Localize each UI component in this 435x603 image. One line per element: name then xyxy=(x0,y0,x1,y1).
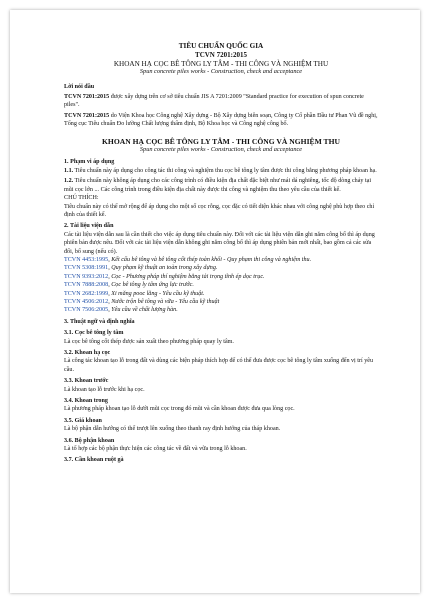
reference-code[interactable]: TCVN 4506:2012 xyxy=(64,298,109,305)
reference-code[interactable]: TCVN 5308:1991 xyxy=(64,265,109,272)
term-3-2-heading: 3.2. Khoan hạ cọc xyxy=(64,350,111,356)
reference-code[interactable]: TCVN 7888:2008 xyxy=(64,282,109,289)
document-page xyxy=(10,10,420,593)
term-3-5-text: Là bộ phận dẫn hướng có thể trượt lên xuống theo thanh ray định hướng của tháp khoan. xyxy=(64,426,281,433)
reference-code[interactable]: TCVN 4453:1995 xyxy=(64,256,109,263)
document-content xyxy=(64,42,378,465)
term-3-3-text: Là khoan tạo lỗ trước khi hạ cọc. xyxy=(64,386,145,393)
section-2-text: Các tài liệu viện dẫn sau là cần thiết cho việc áp dụng tiêu chuẩn này. Đối với các tài liệu viện dẫn ghi năm công bố thì áp dụng phiên bản được nêu. Đối với các tài liệu viện dẫn không ghi năm công bố thì áp dụng phiên bản mới nhất, bao gồm cả các sửa đổi, bổ sung (nếu có). xyxy=(64,231,375,255)
clause-1-2-number: 1.2. xyxy=(64,178,74,185)
preface-text-2: do Viện Khoa học Công nghệ Xây dựng - Bộ Xây dựng biên soạn, Công ty Cổ phần Đầu tư Phan Vũ đề nghị, Tổng cục Tiêu chuẩn Đo lường Chất lượng thẩm định, Bộ Khoa học và Công nghệ công bố. xyxy=(64,112,378,128)
reference-item: TCVN 4506:2012, Nước trộn bê tông và vữa - Yêu cầu kỹ thuật xyxy=(64,298,220,305)
section-3-heading: 3. Thuật ngữ và định nghĩa xyxy=(64,318,135,325)
term-3-1-heading: 3.1. Cọc bê tông ly tâm xyxy=(64,330,124,337)
reference-title: Cọc - Phương pháp thí nghiệm bằng tải trọng tĩnh ép dọc trục. xyxy=(111,273,265,280)
reference-item: TCVN 2682:1999, Xi măng pooc lăng - Yêu cầu kỹ thuật. xyxy=(64,290,205,297)
term-3-6-text: Là tổ hợp các bộ phận thực hiện các công tác về đất và vữa trong lỗ khoan. xyxy=(64,446,247,453)
reference-item: TCVN 7506:2005, Yêu cầu về chất lượng hàn. xyxy=(64,307,178,314)
main-subtitle: Spun concrete piles works - Construction, check and acceptance xyxy=(139,146,303,154)
term-3-5-heading: 3.5. Giá khoan xyxy=(64,417,102,424)
term-3-4-heading: 3.4. Khoan trong xyxy=(64,398,108,405)
reference-item: TCVN 9393:2012, Cọc - Phương pháp thí nghiệm bằng tải trọng tĩnh ép dọc trục. xyxy=(64,273,265,280)
reference-title: Kết cấu bê tông và bê tông cốt thép toàn khối - Quy phạm thi công và nghiệm thu. xyxy=(111,256,312,263)
term-3-4-text: Là phương pháp khoan tạo lỗ dưới mũi cọc trong đó mũi và cần khoan được đưa qua lòng cọc. xyxy=(64,406,295,413)
reference-title: Yêu cầu về chất lượng hàn. xyxy=(111,307,178,314)
standard-name: KHOAN HẠ CỌC BÊ TÔNG LY TÂM - THI CÔNG VÀ NGHIỆM THU xyxy=(113,59,329,68)
clause-1-1 xyxy=(64,167,378,175)
preface-text-1: được xây dựng trên cơ sở tiêu chuẩn JIS A 7201:2009 "Standard practice for execution of spun concrete piles". xyxy=(64,94,364,109)
reference-list xyxy=(64,256,378,315)
clause-1-1-number: 1.1. xyxy=(64,167,74,174)
reference-code[interactable]: TCVN 2682:1999 xyxy=(64,290,109,297)
term-3-6-heading: 3.6. Bộ phận khoan xyxy=(64,437,115,444)
reference-title: Xi măng pooc lăng - Yêu cầu kỹ thuật. xyxy=(111,290,205,297)
note-text: Tiêu chuẩn này có thể mở rộng để áp dụng cho một số cọc rỗng, cọc đặc có tiết diện khác nhau với công nghệ phù hợp theo chỉ định của thiết kế. xyxy=(64,203,375,218)
term-3-7-heading: 3.7. Cần khoan ruột gà xyxy=(64,457,124,464)
preface-code-2: TCVN 7201:2015 xyxy=(64,112,110,119)
reference-title: Quy phạm kỹ thuật an toàn trong xây dựng. xyxy=(111,265,218,272)
clause-1-2-text: Tiêu chuẩn này không áp dụng cho các công trình có điều kiện địa chất đặc biệt như mái dá nghiêng, tốc độ dòng chảy tại mũi cọc lớn ... Các công trình trong điều kiện địa chất này được thi công và nghiệm thu theo yêu cầu của thiết kế. xyxy=(64,178,372,193)
preface-paragraph-2 xyxy=(64,112,378,129)
reference-title: Nước trộn bê tông và vữa - Yêu cầu kỹ thuật xyxy=(111,298,220,305)
section-2-heading: 2. Tài liệu viện dẫn xyxy=(64,223,114,230)
preface-heading: Lời nói đầu xyxy=(64,83,95,90)
section-1-heading: 1. Phạm vi áp dụng xyxy=(64,159,115,166)
standard-subtitle: Spun concrete piles works - Construction, check and acceptance xyxy=(139,68,303,76)
clause-1-1-text: Tiêu chuẩn này áp dụng cho công tác thi công và nghiệm thu cọc bê tông ly tâm được thi công bằng phương pháp khoan hạ. xyxy=(73,167,377,174)
clause-1-2 xyxy=(64,177,378,194)
term-3-1-text: Là cọc bê tông cốt thép được sản xuất theo phương pháp quay ly tâm. xyxy=(64,338,234,345)
reference-item: TCVN 5308:1991, Quy phạm kỹ thuật an toàn trong xây dựng. xyxy=(64,265,218,272)
reference-item: TCVN 7888:2008, Cọc bê tông ly tâm ứng lực trước. xyxy=(64,282,194,289)
standard-code: TCVN 7201:2015 xyxy=(195,51,247,60)
standard-title: TIÊU CHUẨN QUỐC GIA xyxy=(178,42,264,50)
reference-code[interactable]: TCVN 7506:2005 xyxy=(64,307,109,314)
term-3-2-text: Là công tác khoan tạo lỗ trong đất và dùng các biện pháp thích hợp để có thể đưa được cọc bê tông ly tâm xuống đến vị trí yêu cầu. xyxy=(64,358,374,373)
reference-code[interactable]: TCVN 9393:2012 xyxy=(64,273,109,280)
preface-code-1: TCVN 7201:2015 xyxy=(64,94,110,101)
reference-title: Cọc bê tông ly tâm ứng lực trước. xyxy=(111,282,194,289)
term-3-3-heading: 3.3. Khoan trước xyxy=(64,378,109,385)
note-label: CHÚ THÍCH: xyxy=(64,195,99,202)
main-title: KHOAN HẠ CỌC BÊ TÔNG LY TÂM - THI CÔNG VÀ NGHIỆM THU xyxy=(102,136,340,146)
preface-paragraph-1 xyxy=(64,93,378,110)
reference-item: TCVN 4453:1995, Kết cấu bê tông và bê tông cốt thép toàn khối - Quy phạm thi công và nghiệm thu. xyxy=(64,256,312,263)
